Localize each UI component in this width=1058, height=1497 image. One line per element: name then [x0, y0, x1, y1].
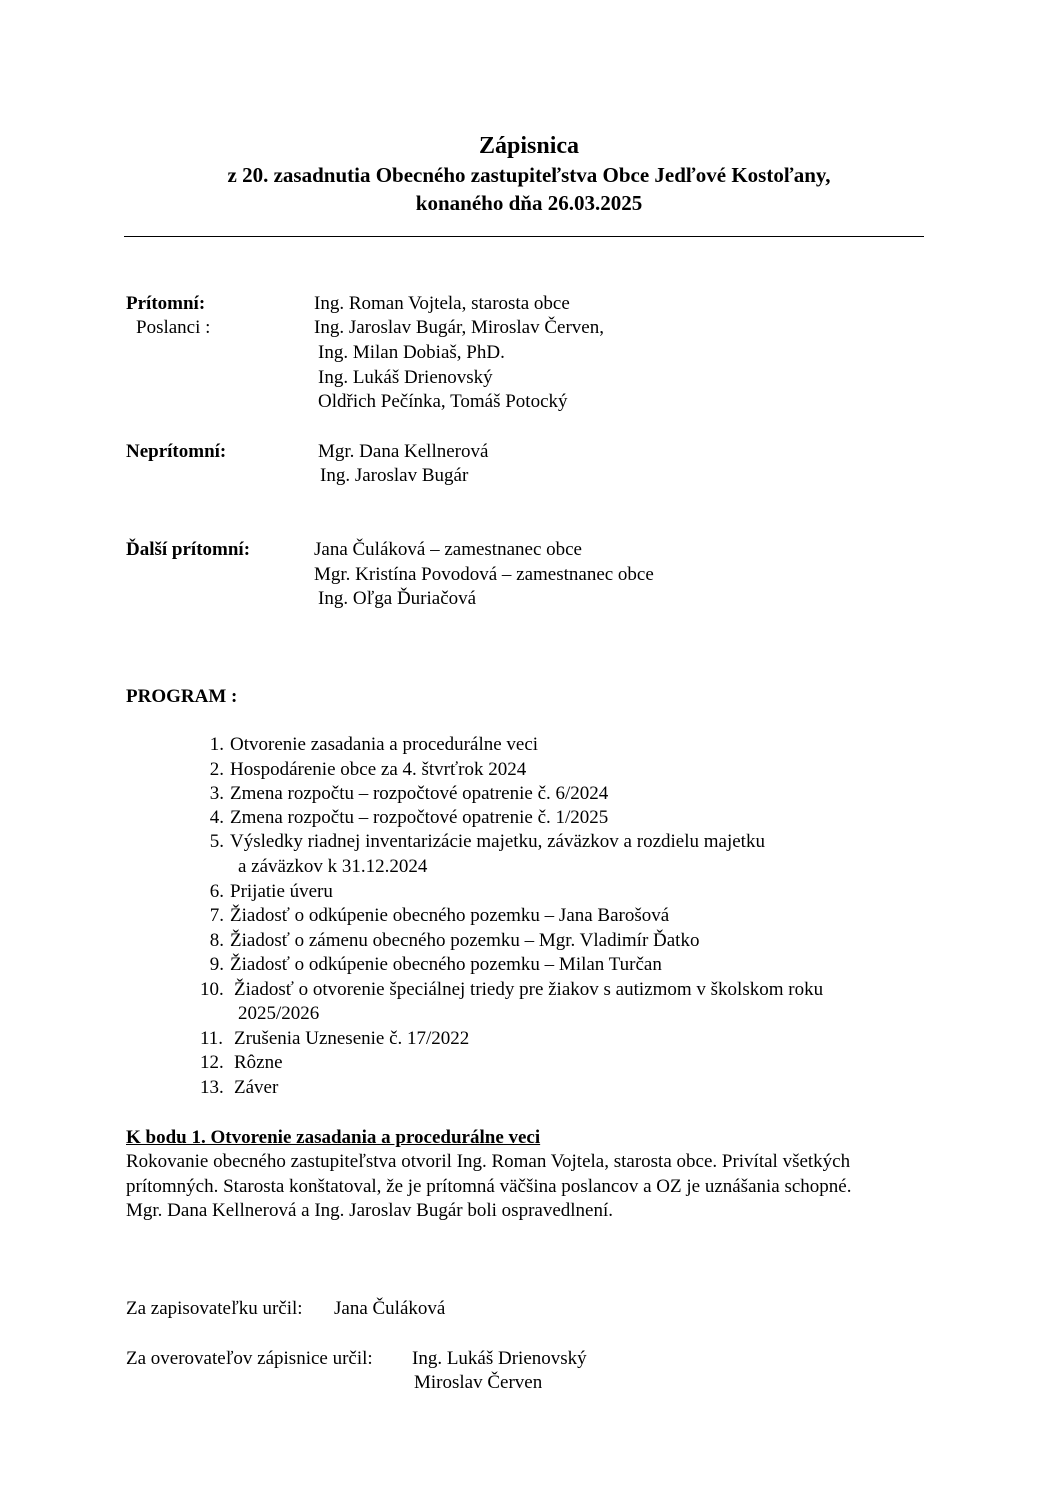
section1-paragraph-line: Mgr. Dana Kellnerová a Ing. Jaroslav Bugár boli ospravedlnení. [126, 1200, 614, 1221]
program-item [196, 830, 765, 854]
deputy-line: Ing. Lukáš Drienovský [318, 367, 493, 388]
document-subtitle-line2: konaného dňa 26.03.2025 [415, 191, 643, 215]
program-item-number: 1. [209, 734, 224, 755]
program-item [196, 733, 538, 757]
program-item-text: Žiadosť o odkúpenie obecného pozemku – Milan Turčan [230, 954, 662, 975]
program-item-number: 10. [200, 979, 224, 1000]
deputy-line: Ing. Milan Dobiaš, PhD. [318, 342, 505, 363]
program-item-number: 3. [209, 783, 224, 804]
program-item [200, 1076, 278, 1100]
program-item-text: Výsledky riadnej inventarizácie majetku, záväzkov a rozdielu majetku [230, 831, 765, 852]
verifier-name: Miroslav Červen [414, 1372, 543, 1393]
program-item-number: 11. [200, 1028, 224, 1049]
program-item-text: Žiadosť o otvorenie špeciálnej triedy pre žiakov s autizmom v školskom roku [234, 979, 824, 1000]
deputy-line: Ing. Jaroslav Bugár, Miroslav Červen, [314, 317, 604, 338]
program-item-text: Zmena rozpočtu – rozpočtové opatrenie č. 6/2024 [230, 783, 609, 804]
program-item [196, 806, 608, 830]
section1-heading: K bodu 1. Otvorenie zasadania a procedurálne veci [126, 1127, 541, 1148]
program-item-continuation: a záväzkov k 31.12.2024 [238, 856, 428, 877]
program-item-number: 12. [200, 1052, 224, 1073]
program-item-text: Hospodárenie obce za 4. štvrťrok 2024 [230, 759, 527, 780]
recorder-name: Jana Čuláková [334, 1298, 446, 1319]
absent-person: Mgr. Dana Kellnerová [318, 441, 489, 462]
program-item [196, 929, 699, 953]
program-item-number: 7. [209, 905, 224, 926]
section1-paragraph-line: Rokovanie obecného zastupiteľstva otvoril Ing. Roman Vojtela, starosta obce. Privítal všetkých [126, 1151, 851, 1172]
program-item-number: 6. [209, 881, 224, 902]
program-item [196, 758, 526, 782]
program-item [196, 953, 662, 977]
program-item-continuation: 2025/2026 [238, 1003, 320, 1024]
deputy-line: Oldřich Pečínka, Tomáš Potocký [318, 391, 568, 412]
absent-label: Neprítomní: [126, 441, 227, 462]
deputies-label: Poslanci : [136, 317, 211, 338]
section1-paragraph-line: prítomných. Starosta konštatoval, že je prítomná väčšina poslancov a OZ je uznášania schopné. [126, 1176, 852, 1197]
program-item-number: 9. [209, 954, 224, 975]
verifier-name: Ing. Lukáš Drienovský [412, 1348, 587, 1369]
program-item [196, 880, 333, 904]
program-item [200, 978, 823, 1002]
program-item-number: 5. [209, 831, 224, 852]
absent-person: Ing. Jaroslav Bugár [320, 465, 469, 486]
verifiers-label: Za overovateľov zápisnice určil: [126, 1348, 373, 1369]
program-item-number: 8. [209, 930, 224, 951]
program-item-text: Prijatie úveru [230, 881, 333, 902]
program-item [200, 1051, 283, 1075]
other-person: Mgr. Kristína Povodová – zamestnanec obce [314, 564, 654, 585]
program-item [200, 1027, 469, 1051]
other-person: Jana Čuláková – zamestnanec obce [314, 539, 582, 560]
program-item-text: Otvorenie zasadania a procedurálne veci [230, 734, 539, 755]
program-item [196, 904, 669, 928]
program-item-number: 4. [209, 807, 224, 828]
program-item-number: 2. [209, 759, 224, 780]
program-item-text: Záver [234, 1077, 279, 1098]
others-label: Ďalší prítomní: [126, 539, 251, 560]
other-person: Ing. Oľga Ďuriačová [318, 588, 477, 609]
program-item [196, 782, 608, 806]
program-item-text: Rôzne [234, 1052, 283, 1073]
program-item-text: Žiadosť o zámenu obecného pozemku – Mgr. Vladimír Ďatko [230, 930, 700, 951]
program-item-text: Žiadosť o odkúpenie obecného pozemku – Jana Barošová [230, 905, 670, 926]
program-item-text: Zrušenia Uznesenie č. 17/2022 [234, 1028, 470, 1049]
present-label: Prítomní: [126, 293, 206, 314]
program-item-number: 13. [200, 1077, 224, 1098]
program-heading: PROGRAM : [126, 686, 238, 707]
program-item-text: Zmena rozpočtu – rozpočtové opatrenie č. 1/2025 [230, 807, 609, 828]
document-title: Zápisnica [478, 133, 580, 159]
title-divider [124, 236, 924, 237]
present-mayor: Ing. Roman Vojtela, starosta obce [314, 293, 570, 314]
recorder-label: Za zapisovateľku určil: [126, 1298, 303, 1319]
document-subtitle-line1: z 20. zasadnutia Obecného zastupiteľstva Obce Jedľové Kostoľany, [227, 163, 831, 187]
